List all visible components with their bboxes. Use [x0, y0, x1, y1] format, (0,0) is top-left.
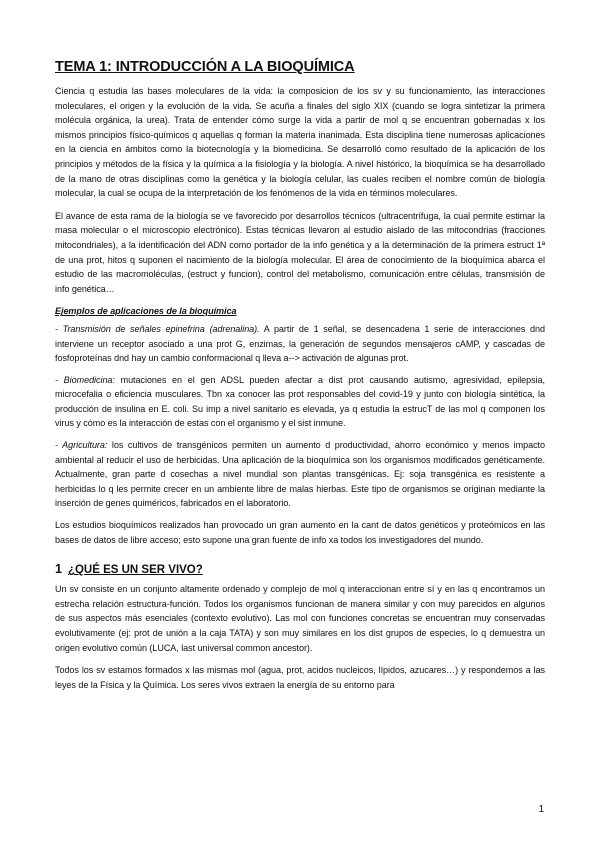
intro-paragraph: Ciencia q estudia las bases moleculares de la vida: la composicion de los sv y su funcionamiento, las interacciones moleculares, el origen y la evolución de la vida. Se acuña a finales del siglo XIX (cuando se logra sintetizar la primera molécula orgánica, la urea). Trata de entender cómo surge la vida a partir de mol q se encuentran gobernadas x los mismos principios físico-químicos q aquellas q forman la materia inanimada. Esta disciplina tiene numerosas aplicaciones en la ciencia en ámbitos como la biotecnología y la biomedicina. Se desarrolló como resultado de la aplicación de los principios y métodos de la física y la química a la fisiología y la biología. A nivel histórico, la bioquímica se ha desarrollado de la mano de otras disciplinas como la genética y la biología celular, las cuales reciben el nombre común de biología molecular, la cual se ocupa de la interpretación de los fenómenos de la vida en términos moleculares.	[55, 86, 545, 199]
examples-heading: Ejemplos de aplicaciones de la bioquímica	[55, 306, 237, 317]
example-body: mutaciones en el gen ADSL pueden afectar a dist prot causando autismo, agresividad, epilepsia, microcefalia o eficiencia musculares. Tbn xa conocer las prot responsables del covid-19 y junto con biología sintética, la producción de insulina en E. coli. Su imp a nivel sanitario es elevada, ya q estudia la estrucT de las mol q componen los virus y cómo es la interacción de estas con el organismo y el sist inmune.	[55, 374, 545, 429]
example-lead: - Biomedicina:	[55, 374, 115, 385]
living-being-paragraph: Un sv consiste en un conjunto altamente ordenado y complejo de mol q interaccionan entre sí y en las q encontramos un estrecha relación estructura-función. Todos los organismos funcionan de manera similar y con muy parecidos en algunos de sus aspectos más esenciales (contexto evolutivo). Las mol con funciones concretas se encuentran muy conservadas evolutivamente (ej: prot de unión a la caja TATA) y son muy similares en los dist grupos de especies, lo q demuestra un origen evolutivo común (LUCA, last universal common ancestor).	[55, 584, 545, 653]
page-content	[55, 58, 545, 700]
techniques-paragraph: El avance de esta rama de la biología se ve favorecido por desarrollos técnicos (ultracentrífuga, la cual permite estimar la masa molecular o el microscopio electrónico). Estas técnicas llevaron al estudio aislado de las mitocondrias (fracciones mitocondriales), a la identificación del ADN como portador de la info genética y a la determinación de la primera estruct 1ª de una prot, hitos q suponen el nacimiento de la biología molecular. El área de conocimiento de la bioquímica abarca el estudio de las macromoléculas, (estruct y funcion), control del metabolismo, comunicación entre células, transmisión de info genética…	[55, 210, 545, 294]
molecules-paragraph: Todos los sv estamos formados x las mismas mol (agua, prot, acidos nucleicos, lípidos, azucares…) y respondemos a las leyes de la Física y la Química. Los seres vivos extraen la energía de su entorno para	[55, 665, 545, 690]
databases-paragraph: Los estudios bioquímicos realizados han provocado un gran aumento en la cant de datos genéticos y proteómicos en las bases de datos de libre acceso; esto supone una gran fuente de info xa todos los investigadores del mundo.	[55, 520, 545, 545]
example-biomedicine	[55, 373, 545, 431]
example-signal-transmission	[55, 322, 545, 366]
section-heading	[55, 561, 545, 578]
example-agriculture	[55, 438, 545, 511]
section-title: ¿QUÉ ES UN SER VIVO?	[67, 564, 203, 577]
example-lead: - Agricultura:	[55, 440, 108, 451]
example-body: A partir de 1 señal, se desencadena 1 serie de interacciones dnd interviene un receptor asociado a una prot G, enzimas, la generación de segundos mensajeros cAMP, y cascadas de fosfoproteínas dnd hay un cambio conformacional q lleva a--> activación de algunas prot.	[55, 323, 545, 364]
page-title: TEMA 1: INTRODUCCIÓN A LA BIOQUÍMICA	[55, 59, 355, 75]
example-body: los cultivos de transgénicos permiten un aumento d productividad, ahorro económico y menos impacto ambiental al reducir el uso de herbicidas. Una aplicación de la bioquímica son los organismos modificados genéticamente. Actualmente, gran parte d cosechas a nivel mundial son plantas transgénicas. Ej: soja transgénica es resistente a herbicidas lo q les permite crecer en un ambiente libre de malas hierbas. Este tipo de organismos se originan mediante la inserción de genes quiméricos, fabricados en el laboratorio.	[55, 440, 545, 509]
section-number: 1	[55, 562, 62, 577]
example-lead: - Transmisión de señales epinefrina (adrenalina).	[55, 323, 260, 334]
page-number: 1	[538, 804, 544, 815]
